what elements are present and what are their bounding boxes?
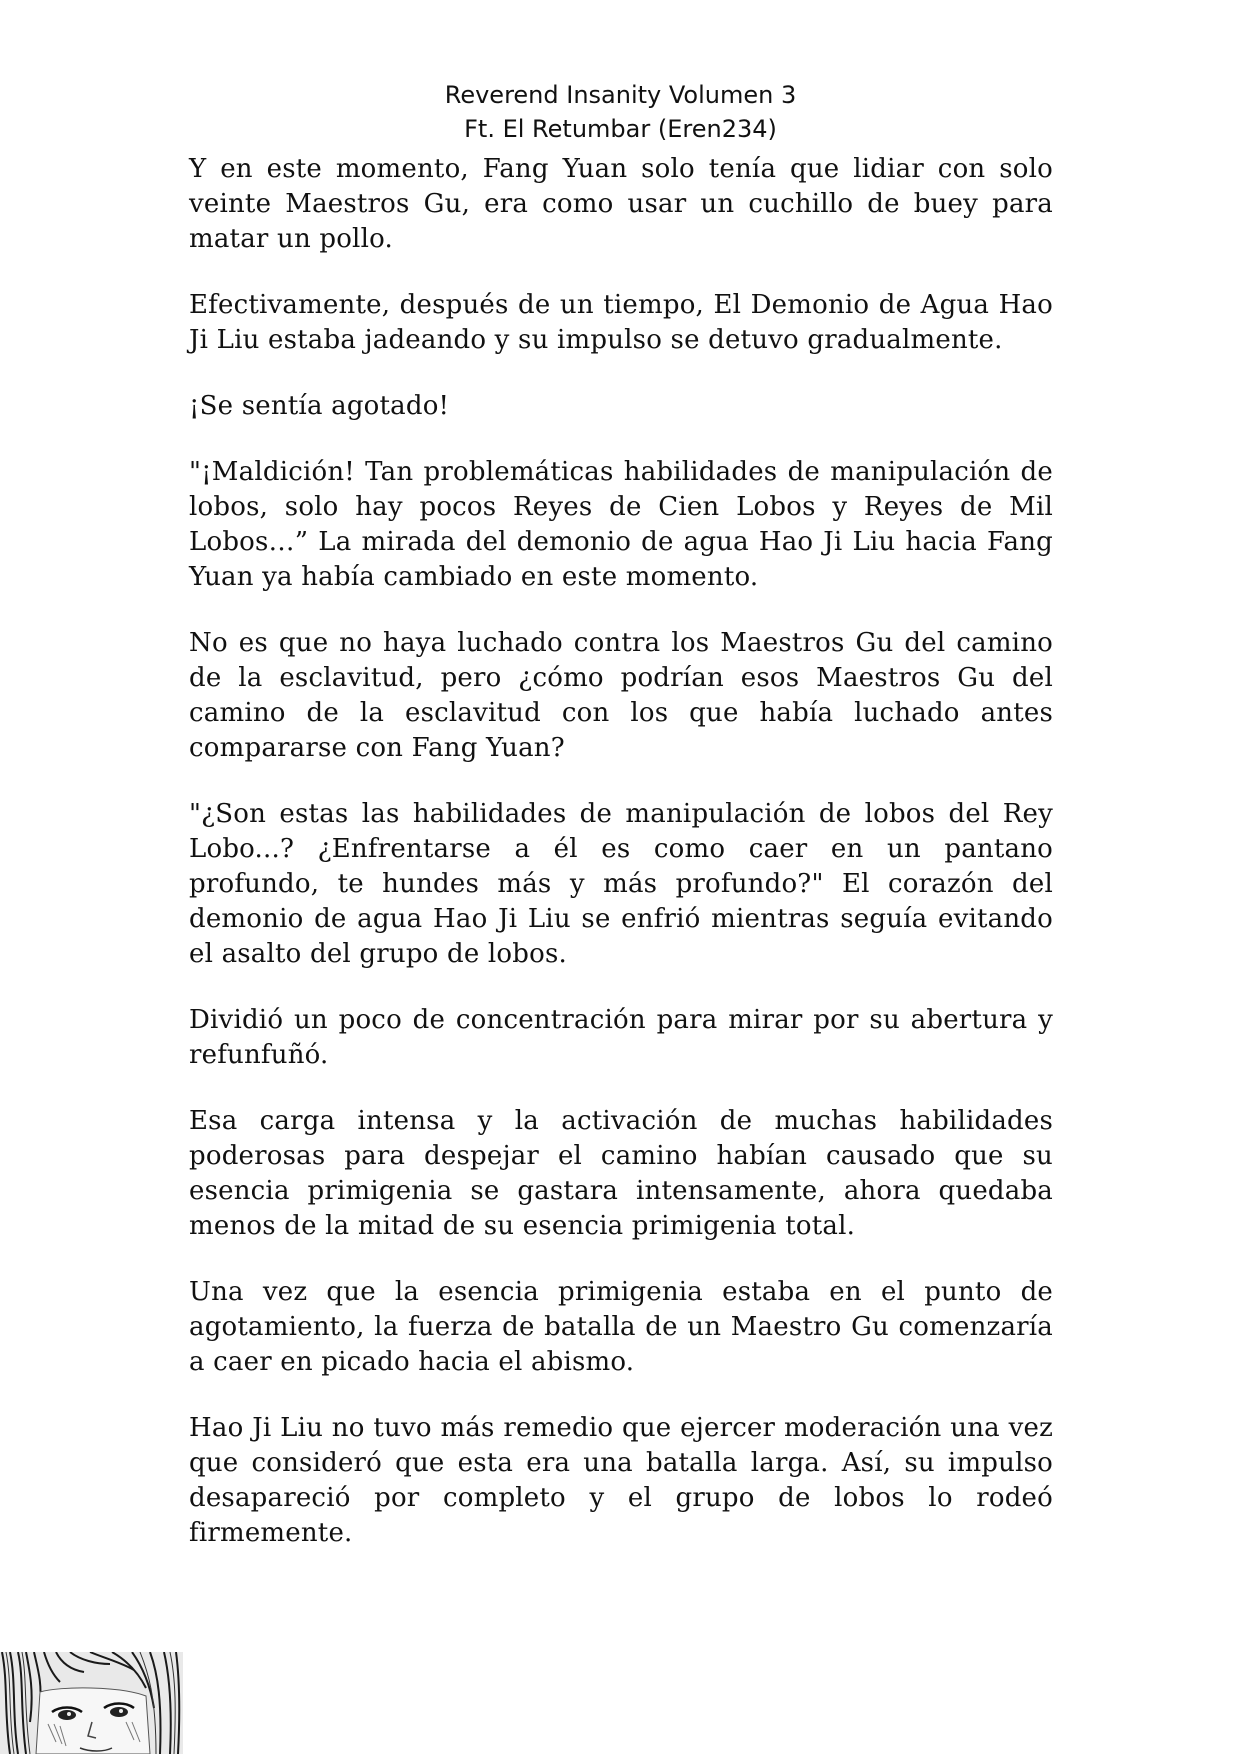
paragraph: No es que no haya luchado contra los Maestros Gu del camino de la esclavitud, pero ¿cómo podrían esos Maestros Gu del camino de la esclavitud con los que había luchado antes compararse con Fang Yuan? xyxy=(189,628,1053,763)
body-text xyxy=(189,152,1053,1582)
page-header xyxy=(0,78,1241,146)
paragraph: Y en este momento, Fang Yuan solo tenía que lidiar con solo veinte Maestros Gu, era como usar un cuchillo de buey para matar un pollo. xyxy=(189,154,1053,254)
manga-portrait-icon xyxy=(0,1652,183,1754)
paragraph: Efectivamente, después de un tiempo, El Demonio de Agua Hao Ji Liu estaba jadeando y su impulso se detuvo gradualmente. xyxy=(189,290,1053,355)
header-credit: Ft. El Retumbar (Eren234) xyxy=(464,115,777,143)
paragraph: "¿Son estas las habilidades de manipulación de lobos del Rey Lobo...? ¿Enfrentarse a él es como caer en un pantano profundo, te hundes más y más profundo?" El corazón del demonio de agua Hao Ji Liu se enfrió mientras seguía evitando el asalto del grupo de lobos. xyxy=(189,799,1053,969)
paragraph: Dividió un poco de concentración para mirar por su abertura y refunfuñó. xyxy=(189,1005,1053,1070)
paragraph: "¡Maldición! Tan problemáticas habilidades de manipulación de lobos, solo hay pocos Reyes de Cien Lobos y Reyes de Mil Lobos…” La mirada del demonio de agua Hao Ji Liu hacia Fang Yuan ya había cambiado en este momento. xyxy=(189,457,1053,592)
paragraph: Hao Ji Liu no tuvo más remedio que ejercer moderación una vez que consideró que esta era una batalla larga. Así, su impulso desapareció por completo y el grupo de lobos lo rodeó firmemente. xyxy=(189,1413,1053,1548)
header-title: Reverend Insanity Volumen 3 xyxy=(444,81,797,109)
paragraph: Una vez que la esencia primigenia estaba en el punto de agotamiento, la fuerza de batalla de un Maestro Gu comenzaría a caer en picado hacia el abismo. xyxy=(189,1277,1053,1377)
paragraph: ¡Se sentía agotado! xyxy=(189,391,450,421)
paragraph: Esa carga intensa y la activación de muchas habilidades poderosas para despejar el camino habían causado que su esencia primigenia se gastara intensamente, ahora quedaba menos de la mitad de su esencia primigenia total. xyxy=(189,1106,1053,1241)
